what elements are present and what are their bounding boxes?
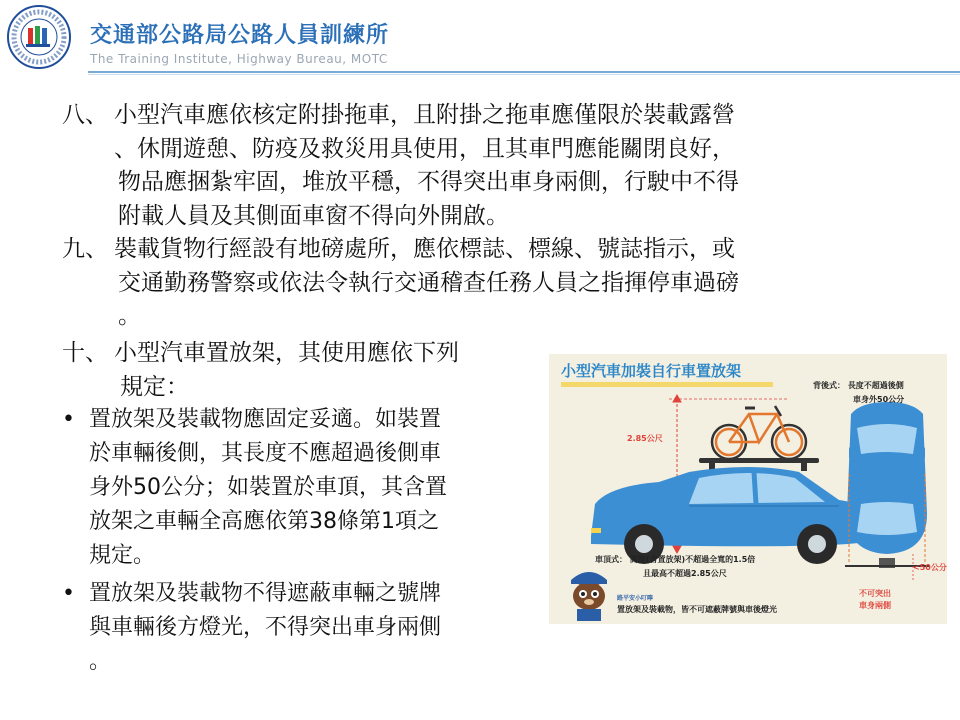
item-line: 附載人員及其側面車窗不得向外開啟。 [118, 202, 509, 229]
training-institute-logo [6, 4, 72, 70]
mascot-icon [571, 572, 607, 621]
illustration-title: 小型汽車加裝自行車置放架 [561, 362, 742, 380]
bullet-line: 於車輛後側，其長度不應超過後側車 [89, 441, 442, 466]
item-line: 裝載貨物行經設有地磅處所，應依標誌、標線、號誌指示，或 [114, 236, 735, 262]
rule-item-9 [62, 233, 852, 334]
bullet-item [62, 577, 532, 679]
height-label: 2.85公尺 [627, 434, 663, 443]
bullet-line: 身外50公分；如裝置於車頂，其含置 [89, 475, 447, 500]
car-top-view-icon [845, 402, 929, 580]
mascot-caption: 路平安小叮嚀 [617, 595, 654, 602]
item-line: 規定： [120, 373, 189, 400]
roof-rack [699, 458, 819, 463]
bullet-line: 放架之車輛全高應依第38條第1項之 [89, 509, 439, 534]
organization-title: 交通部公路局公路人員訓練所 [90, 23, 390, 48]
bullet-line: 規定。 [89, 543, 156, 568]
bicycle-icon [712, 406, 806, 459]
rule-item-10 [62, 337, 542, 404]
organization-subtitle: The Training Institute, Highway Bureau, MOTC [90, 52, 388, 66]
item-line: 小型汽車置放架，其使用應依下列 [114, 340, 459, 366]
page-header [0, 0, 960, 76]
bullet-marker: • [62, 407, 75, 432]
bike-rack-illustration [549, 354, 947, 624]
item-line: 交通勤務警察或依法令執行交通稽查任務人員之指揮停車過磅 [118, 269, 739, 296]
rear-mount-rule-line2: 車身外50公分 [853, 395, 905, 404]
item-line: 。 [118, 303, 141, 329]
side-limit-label-line2: 車身兩側 [859, 601, 891, 610]
bullet-item [62, 403, 532, 573]
roof-mount-rule-line1: 車頂式： 高度(含置放架)不超過全寬的1.5倍 [595, 555, 756, 564]
item-line: 物品應捆紮牢固，堆放平穩，不得突出車身兩側，行駛中不得 [118, 169, 739, 195]
header-divider [88, 71, 960, 73]
bullet-line: 與車輛後方燈光，不得突出車身兩側 [89, 615, 442, 640]
bullet-line: 。 [89, 649, 112, 674]
rule-10-bullet-list [62, 403, 532, 683]
header-divider-light [88, 74, 960, 75]
rear-limit-label: <50公分 [913, 563, 947, 572]
item-number: 九、 [62, 236, 108, 262]
roof-mount-rule-line2: 且最高不超過2.85公尺 [643, 569, 727, 578]
rule-item-8 [62, 99, 852, 233]
side-limit-label-line1: 不可突出 [859, 589, 891, 598]
item-line: 小型汽車應依核定附掛拖車，且附掛之拖車應僅限於裝載露營 [114, 102, 735, 128]
mascot-tip: 置放架及裝載物，皆不可遮蔽牌號與車後燈光 [617, 605, 777, 614]
item-line: 、休閒遊憩、防疫及救災用具使用，且其車門應能關閉良好， [114, 135, 735, 162]
item-number: 十、 [62, 340, 108, 366]
bullet-line: 置放架及裝載物不得遮蔽車輛之號牌 [89, 581, 442, 606]
item-number: 八、 [62, 102, 108, 128]
rear-mount-rule-line1: 背後式： 長度不超過後側 [813, 381, 904, 390]
car-side-icon [591, 467, 875, 564]
bullet-marker: • [62, 581, 75, 606]
bullet-line: 置放架及裝載物應固定妥適。如裝置 [89, 407, 442, 432]
